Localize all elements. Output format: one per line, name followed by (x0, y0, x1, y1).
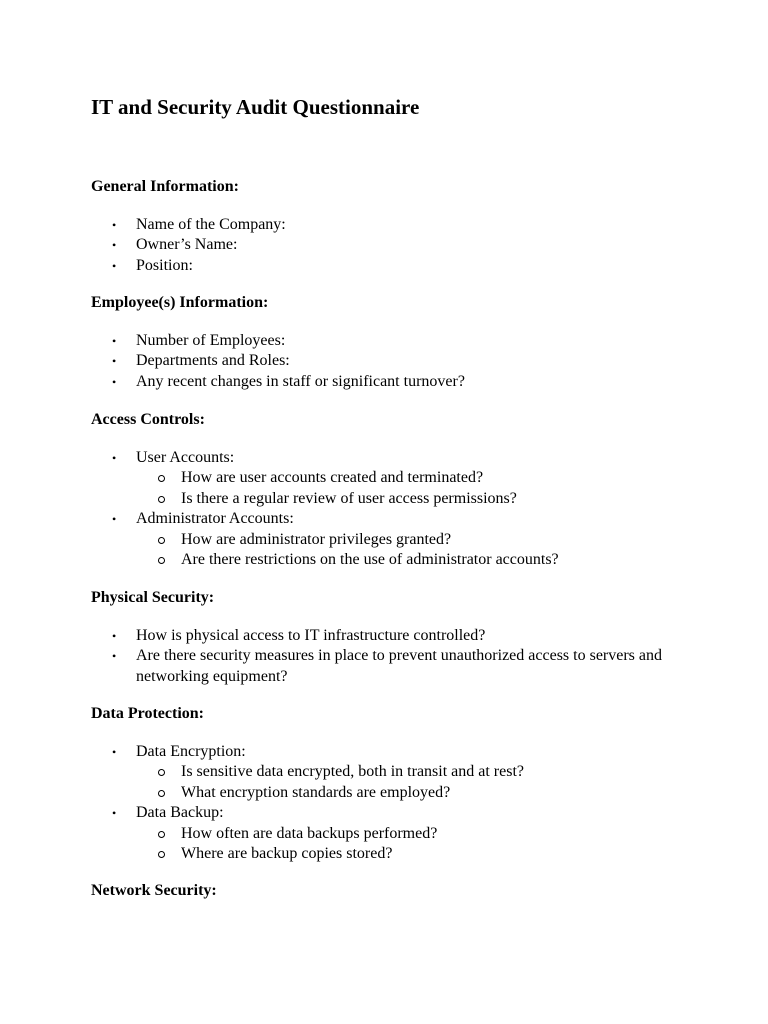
list-item (91, 448, 691, 509)
sub-list-item (136, 824, 691, 844)
sub-list-item (136, 550, 691, 570)
bullet-icon: • (112, 649, 117, 664)
list-item (91, 803, 691, 864)
list-item (91, 215, 691, 235)
hollow-circle-bullet-icon (158, 537, 165, 544)
section-heading: Data Protection: (91, 705, 204, 722)
list-item-text: Are there security measures in place to prevent unauthorized access to servers and networking equipment? (136, 647, 662, 685)
list-item-text: Any recent changes in staff or significant turnover? (136, 372, 465, 390)
hollow-circle-bullet-icon (158, 557, 165, 564)
bullet-icon: • (112, 806, 117, 821)
sub-list (136, 762, 691, 803)
bullet-list (91, 626, 691, 687)
sub-list-item-text: Is there a regular review of user access permissions? (181, 489, 517, 507)
document-title: IT and Security Audit Questionnaire (91, 95, 420, 119)
sub-list (136, 824, 691, 865)
hollow-circle-bullet-icon (158, 496, 165, 503)
bullet-icon: • (112, 451, 117, 465)
sub-list-item (136, 530, 691, 550)
list-item (91, 372, 691, 392)
bullet-icon: • (112, 238, 117, 253)
sub-list-item (136, 762, 691, 782)
bullet-list (91, 448, 691, 570)
sub-list-item-text: How are user accounts created and terminated? (181, 469, 484, 487)
list-item-text: How is physical access to IT infrastructure controlled? (136, 627, 486, 644)
sub-list-item (136, 489, 691, 509)
sub-list-item (136, 468, 691, 488)
list-item-text: Data Backup: (136, 804, 224, 822)
list-item-text: Name of the Company: (136, 216, 286, 233)
bullet-icon: • (112, 629, 117, 643)
hollow-circle-bullet-icon (158, 831, 165, 838)
bullet-icon: • (112, 354, 117, 369)
hollow-circle-bullet-icon (158, 475, 165, 482)
bullet-icon: • (112, 745, 117, 759)
bullet-list (91, 742, 691, 864)
list-item (91, 509, 691, 570)
sub-list-item-text: How often are data backups performed? (181, 824, 438, 842)
section-access-controls (91, 410, 691, 570)
section-heading: General Information: (91, 178, 239, 195)
sub-list-item-text: Are there restrictions on the use of administrator accounts? (181, 551, 559, 569)
sub-list-item (136, 844, 691, 864)
list-item-text: Data Encryption: (136, 743, 246, 760)
section-network-security (91, 881, 691, 901)
sub-list-item-text: How are administrator privileges granted? (181, 530, 452, 548)
bullet-icon: • (112, 512, 117, 527)
section-data-protection (91, 704, 691, 864)
list-item-text: Departments and Roles: (136, 352, 290, 370)
bullet-icon: • (112, 218, 117, 232)
list-item-text: Administrator Accounts: (136, 510, 294, 528)
bullet-icon: • (112, 374, 117, 389)
hollow-circle-bullet-icon (158, 851, 165, 858)
list-item (91, 626, 691, 646)
section-employee-information (91, 293, 691, 392)
list-item-text: Position: (136, 256, 193, 274)
sub-list-item-text: Where are backup copies stored? (181, 845, 393, 863)
sub-list-item-text: Is sensitive data encrypted, both in transit and at rest? (181, 763, 525, 781)
section-general-information (91, 177, 691, 276)
list-item-text: Owner’s Name: (136, 236, 238, 254)
bullet-list (91, 215, 691, 276)
list-item (91, 742, 691, 803)
bullet-icon: • (112, 258, 117, 273)
list-item (91, 351, 691, 371)
bullet-list (91, 331, 691, 392)
hollow-circle-bullet-icon (158, 769, 165, 776)
list-item-text: User Accounts: (136, 449, 235, 466)
section-heading: Employee(s) Information: (91, 294, 269, 311)
list-item (91, 646, 691, 687)
bullet-icon: • (112, 334, 117, 348)
sub-list (136, 468, 691, 509)
section-heading: Access Controls: (91, 411, 205, 428)
sub-list-item (136, 783, 691, 803)
list-item (91, 235, 691, 255)
section-heading: Physical Security: (91, 589, 215, 606)
section-heading: Network Security: (91, 882, 217, 899)
sub-list-item-text: What encryption standards are employed? (181, 783, 451, 801)
sub-list (136, 530, 691, 571)
hollow-circle-bullet-icon (158, 790, 165, 797)
list-item-text: Number of Employees: (136, 332, 286, 349)
list-item (91, 256, 691, 276)
section-physical-security (91, 588, 691, 687)
list-item (91, 331, 691, 351)
